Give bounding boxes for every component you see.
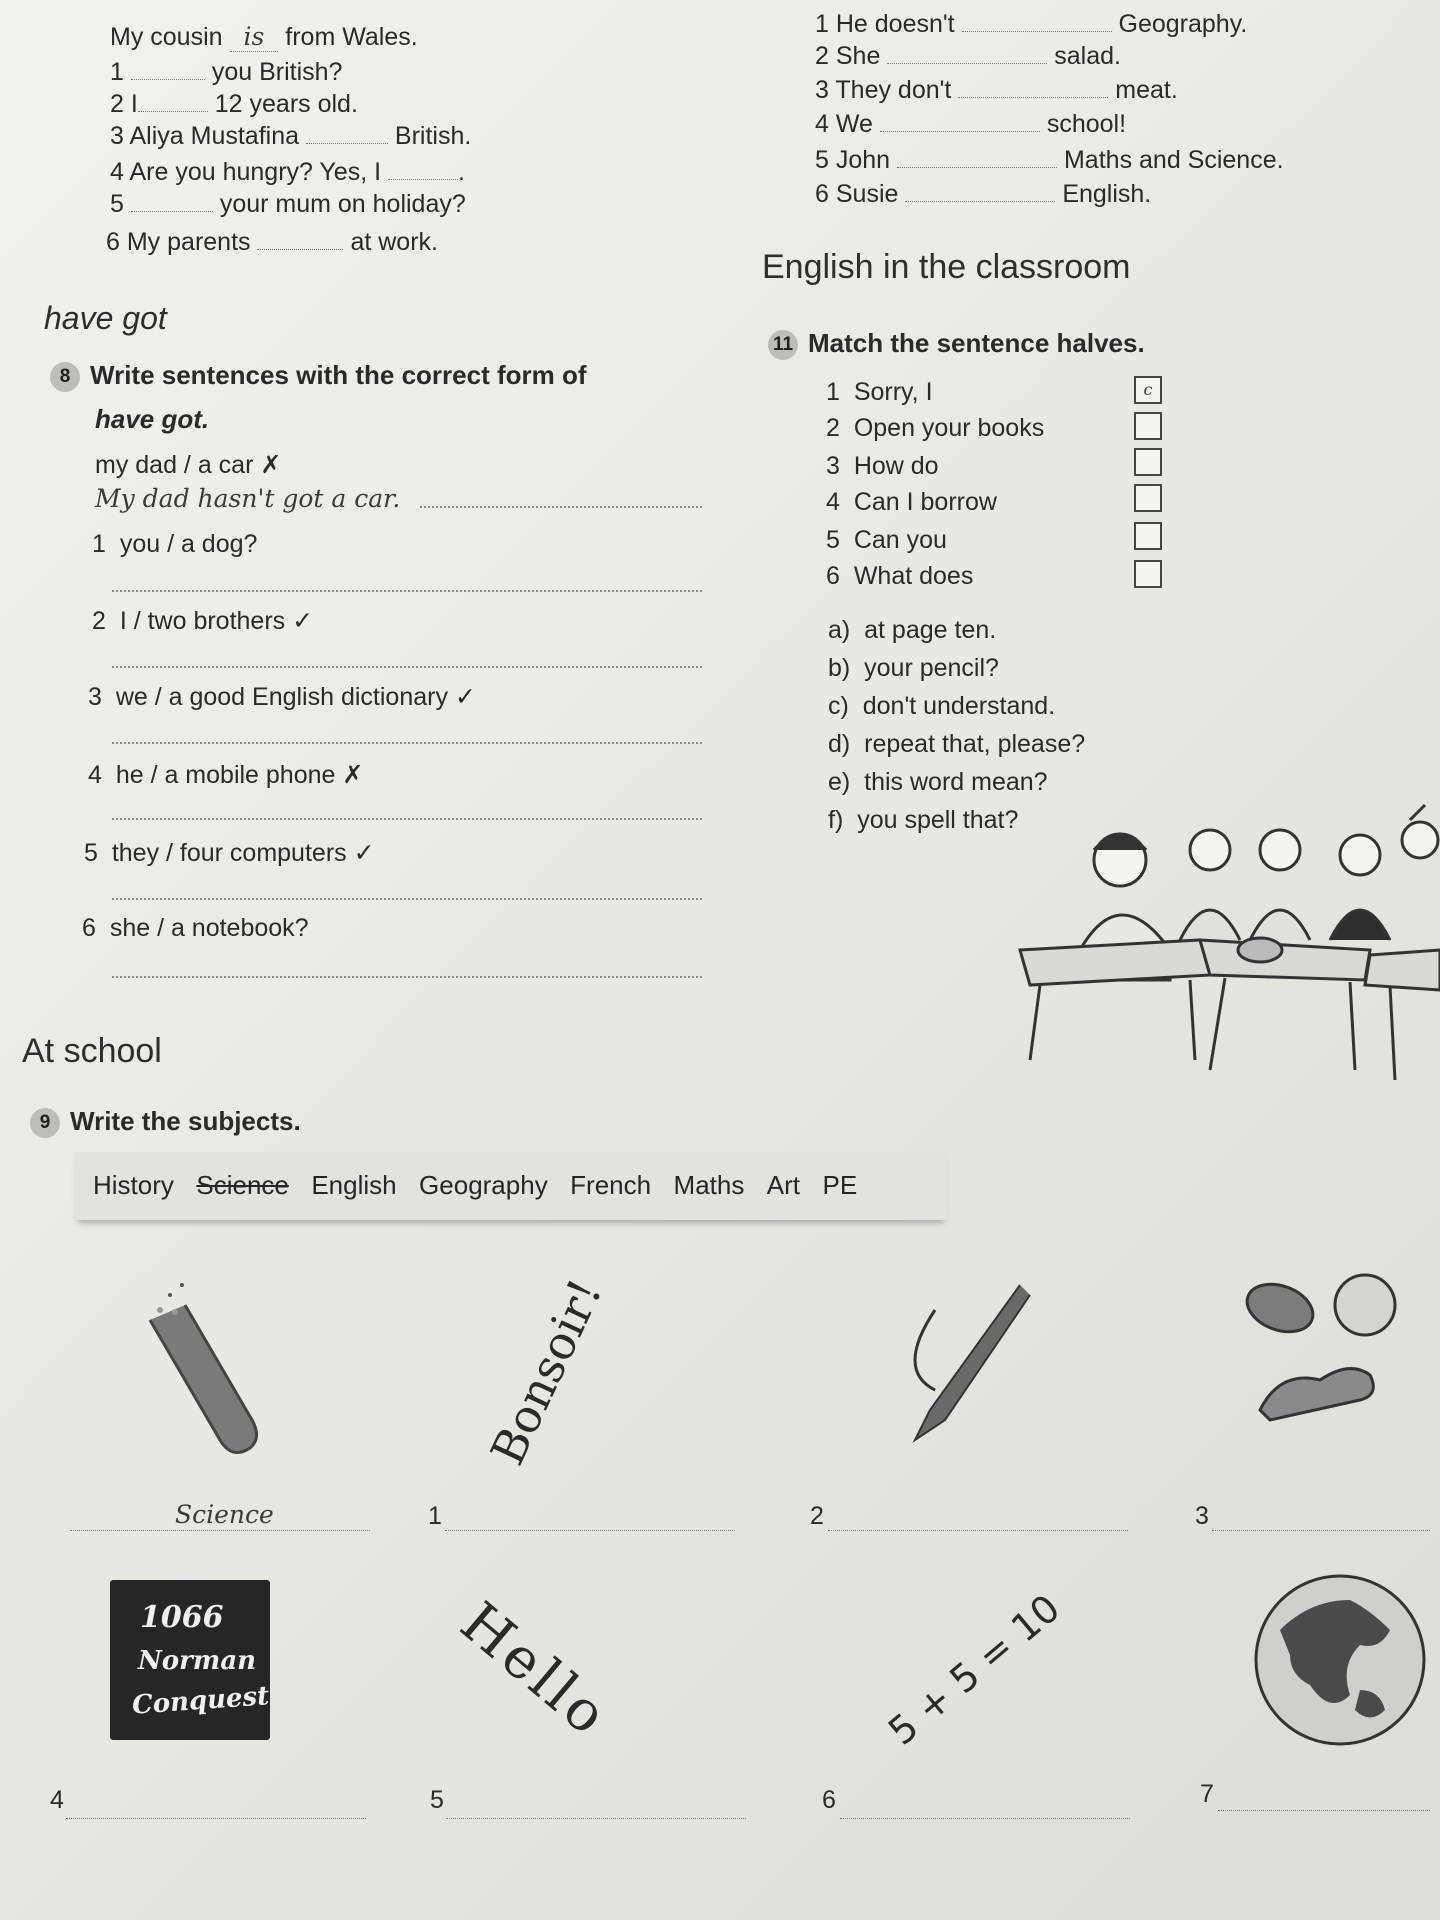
hello-text: Hello	[448, 1590, 622, 1751]
item-number: 1	[826, 378, 840, 406]
item-text: She	[835, 42, 881, 70]
tobe-example-text: My cousin	[110, 23, 223, 51]
subject-word-box	[75, 1152, 947, 1220]
item-letter: a)	[828, 616, 851, 644]
tobe-item-3	[110, 122, 471, 151]
item-number: 5	[815, 146, 829, 174]
globe-icon	[1250, 1570, 1430, 1750]
item-text: Susie	[835, 180, 899, 208]
item-letter: e)	[828, 768, 851, 796]
item-prompt: I / two brothers ✓	[119, 607, 314, 635]
ex11-left-4	[826, 488, 997, 517]
ex11-left-1	[826, 378, 933, 407]
item-text: What does	[853, 562, 974, 590]
student-body	[1180, 910, 1240, 940]
ex11-right-a	[828, 616, 996, 645]
answer-blank[interactable]	[962, 31, 1112, 32]
item-number: 4	[826, 488, 840, 516]
item-text: your mum on holiday?	[219, 190, 466, 218]
answer-num-5: 5	[430, 1786, 444, 1814]
student-head	[1340, 835, 1380, 875]
answer-num-2: 2	[810, 1502, 824, 1530]
ex8-item-1	[92, 530, 257, 559]
item-text: Are you hungry? Yes, I	[129, 158, 382, 186]
ex11-instruction	[768, 328, 1145, 360]
present-item-6	[815, 180, 1151, 209]
answer-blank[interactable]	[257, 249, 343, 250]
item-text: Can I borrow	[853, 488, 997, 516]
answer-blank[interactable]	[887, 63, 1047, 64]
bonsoir-text: Bonsoir!	[480, 1270, 613, 1473]
answer-line-4[interactable]	[66, 1818, 366, 1819]
answer-num-1: 1	[428, 1502, 442, 1530]
ex11-right-f	[828, 806, 1018, 835]
item-number: 4	[88, 761, 102, 789]
ex9-number: 9	[30, 1108, 60, 1138]
item-number: 6	[82, 914, 96, 942]
tobe-example-answer: is	[230, 22, 279, 52]
answer-blank[interactable]	[131, 79, 205, 80]
tobe-item-4	[110, 158, 465, 187]
answer-blank[interactable]	[905, 201, 1055, 202]
ex11-right-b	[828, 654, 999, 683]
item-prompt: he / a mobile phone ✗	[115, 761, 364, 789]
tobe-item-2	[110, 90, 358, 119]
item-prompt: they / four computers ✓	[111, 839, 375, 867]
item-text: British.	[394, 122, 472, 150]
word-french: French	[570, 1170, 652, 1200]
desk	[1200, 940, 1370, 980]
match-box-3[interactable]	[1134, 448, 1162, 476]
word-english: English	[311, 1170, 397, 1200]
match-box-2[interactable]	[1134, 412, 1162, 440]
history-blackboard	[110, 1580, 270, 1740]
item-number: 6	[106, 228, 120, 256]
item-number: 4	[110, 158, 124, 186]
ball-icon	[1335, 1275, 1395, 1335]
answer-blank[interactable]	[388, 179, 458, 180]
item-number: 2	[815, 42, 829, 70]
ex9-instruction	[30, 1106, 301, 1138]
answer-blank[interactable]	[306, 143, 388, 144]
ex9-instruction-text: Write the subjects.	[70, 1106, 301, 1136]
answer-line-2[interactable]	[828, 1530, 1128, 1531]
present-item-4	[815, 110, 1126, 139]
item-letter: f)	[828, 806, 844, 834]
item-text: How do	[853, 452, 939, 480]
item-prompt: she / a notebook?	[109, 914, 309, 942]
word-maths: Maths	[673, 1170, 745, 1200]
item-number: 3	[826, 452, 840, 480]
answer-num-7: 7	[1200, 1780, 1214, 1808]
item-text: 12 years old.	[214, 90, 358, 118]
ex11-left-6	[826, 562, 973, 591]
ex8-item-4	[88, 760, 363, 790]
answer-line-1[interactable]	[445, 1530, 735, 1531]
ex11-left-2	[826, 414, 1044, 443]
answer-num-3: 3	[1195, 1502, 1209, 1530]
student-head	[1260, 830, 1300, 870]
item-text: your pencil?	[864, 654, 999, 682]
ex11-left-3	[826, 452, 939, 481]
item-text: at work.	[350, 228, 438, 256]
tobe-example	[110, 22, 418, 52]
student-body	[1250, 910, 1310, 940]
item-text: this word mean?	[864, 768, 1048, 796]
word-history: History	[93, 1170, 174, 1200]
ex11-number: 11	[768, 330, 798, 360]
item-text: My parents	[126, 228, 251, 256]
item-text: you spell that?	[857, 806, 1019, 834]
answer-line-1[interactable]	[112, 590, 702, 592]
ex8-instruction	[50, 360, 587, 392]
item-number: 3	[88, 683, 102, 711]
present-item-1	[815, 10, 1247, 39]
ex11-right-d	[828, 730, 1085, 759]
item-text: you British?	[211, 58, 343, 86]
item-number: 2	[92, 607, 106, 635]
item-text: They don't	[835, 76, 952, 104]
answer-line-6[interactable]	[112, 976, 702, 978]
item-text: don't understand.	[862, 692, 1056, 720]
student-body	[1330, 910, 1390, 940]
test-tube-icon	[130, 1270, 270, 1470]
answer-line-4[interactable]	[112, 818, 702, 820]
present-item-5	[815, 146, 1284, 175]
raised-hand	[1410, 805, 1425, 820]
answer-line-3[interactable]	[1212, 1530, 1430, 1531]
word-pe: PE	[822, 1170, 858, 1200]
classroom-heading: English in the classroom	[762, 248, 1131, 286]
student-head	[1190, 830, 1230, 870]
item-text: Aliya Mustafina	[129, 122, 300, 150]
tobe-item-5	[110, 190, 466, 219]
ex8-item-2	[92, 606, 313, 636]
item-number: 5	[826, 526, 840, 554]
answer-num-4: 4	[50, 1786, 64, 1814]
item-letter: c)	[828, 692, 849, 720]
item-text: Maths and Science.	[1063, 146, 1284, 174]
rugby-ball-icon	[1241, 1276, 1320, 1341]
word-science: Science	[196, 1170, 289, 1200]
ex8-instruction-line2: have got.	[95, 404, 210, 434]
present-item-2	[815, 42, 1121, 71]
item-text: John	[835, 146, 891, 174]
ex11-right-e	[828, 768, 1048, 797]
item-number: 5	[110, 190, 124, 218]
classroom-illustration	[1010, 800, 1440, 1100]
ex11-instruction-text: Match the sentence halves.	[808, 328, 1145, 358]
item-text: Geography.	[1118, 10, 1248, 38]
item-number: 6	[826, 562, 840, 590]
bag	[1238, 938, 1282, 962]
item-number: 1	[815, 10, 829, 38]
item-number: 1	[92, 530, 106, 558]
ex8-item-5	[84, 838, 375, 868]
item-prompt: you / a dog?	[119, 530, 258, 558]
have-got-heading: have got	[44, 300, 167, 336]
item-text: at page ten.	[864, 616, 997, 644]
item-text: meat.	[1115, 76, 1178, 104]
answer-line-2[interactable]	[112, 666, 702, 668]
item-text: English.	[1062, 180, 1152, 208]
desk	[1020, 940, 1210, 985]
item-number: 1	[110, 58, 124, 86]
tobe-item-6	[106, 228, 438, 257]
maths-sum: 5 + 5 = 10	[880, 1585, 1069, 1754]
match-box-6[interactable]	[1134, 560, 1162, 588]
ex8-item-6	[82, 914, 309, 943]
history-line2: Norman	[138, 1646, 257, 1676]
answer-line-7[interactable]	[1218, 1810, 1430, 1811]
answer-blank[interactable]	[138, 111, 208, 112]
desk	[1365, 950, 1440, 990]
match-box-1[interactable]: c	[1134, 376, 1162, 404]
answer-blank[interactable]	[958, 97, 1108, 98]
item-text: .	[458, 158, 465, 186]
ex8-instruction-text: Write sentences with the correct form of	[90, 360, 587, 390]
paintbrush-icon	[860, 1280, 1040, 1460]
answer-blank[interactable]	[880, 131, 1040, 132]
student-hair	[1094, 835, 1146, 850]
item-text: repeat that, please?	[864, 730, 1086, 758]
item-number: 3	[815, 76, 829, 104]
item-number: 4	[815, 110, 829, 138]
item-number: 5	[84, 839, 98, 867]
answer-line-5[interactable]	[446, 1818, 746, 1819]
word-geography: Geography	[419, 1170, 548, 1200]
answer-line-6[interactable]	[840, 1818, 1130, 1819]
item-number: 2	[110, 90, 124, 118]
item-text: He doesn't	[835, 10, 955, 38]
item-number: 3	[110, 122, 124, 150]
desk-legs	[1030, 978, 1395, 1080]
item-text: school!	[1046, 110, 1127, 138]
item-text: I	[130, 90, 138, 118]
student-head	[1402, 822, 1438, 858]
trainer-icon	[1260, 1369, 1373, 1420]
ex8-example-answer: My dad hasn't got a car.	[95, 484, 401, 513]
present-item-3	[815, 76, 1178, 105]
item-number: 6	[815, 180, 829, 208]
item-text: salad.	[1054, 42, 1121, 70]
history-year: 1066	[140, 1600, 224, 1635]
item-letter: d)	[828, 730, 851, 758]
word-list	[93, 1170, 875, 1201]
ex11-right-c	[828, 692, 1055, 721]
ex8-item-3	[88, 682, 476, 712]
word-art: Art	[766, 1170, 801, 1200]
school-heading: At school	[22, 1032, 162, 1070]
answer-blank[interactable]	[897, 167, 1057, 168]
item-number: 2	[826, 414, 840, 442]
item-text: Sorry, I	[853, 378, 933, 406]
answer-line-example	[70, 1530, 370, 1531]
item-prompt: we / a good English dictionary ✓	[115, 683, 476, 711]
match-box-4[interactable]	[1134, 484, 1162, 512]
answer-blank[interactable]	[131, 211, 213, 212]
ex8-number: 8	[50, 362, 80, 392]
ex11-left-5	[826, 526, 947, 555]
history-line3: Conquest	[131, 1681, 271, 1721]
answer-line-5[interactable]	[112, 898, 702, 900]
tobe-item-1	[110, 58, 342, 87]
answer-num-6: 6	[822, 1786, 836, 1814]
item-text: We	[835, 110, 873, 138]
ex8-example-prompt: my dad / a car ✗	[95, 451, 282, 479]
sports-equipment-icon	[1240, 1260, 1430, 1430]
item-letter: b)	[828, 654, 851, 682]
match-box-5[interactable]	[1134, 522, 1162, 550]
answer-line	[420, 506, 702, 508]
answer-line-3[interactable]	[112, 742, 702, 744]
item-text: Can you	[853, 526, 947, 554]
item-text: Open your books	[853, 414, 1045, 442]
answer-example-science: Science	[175, 1500, 274, 1529]
tobe-example-rest: from Wales.	[285, 23, 418, 51]
